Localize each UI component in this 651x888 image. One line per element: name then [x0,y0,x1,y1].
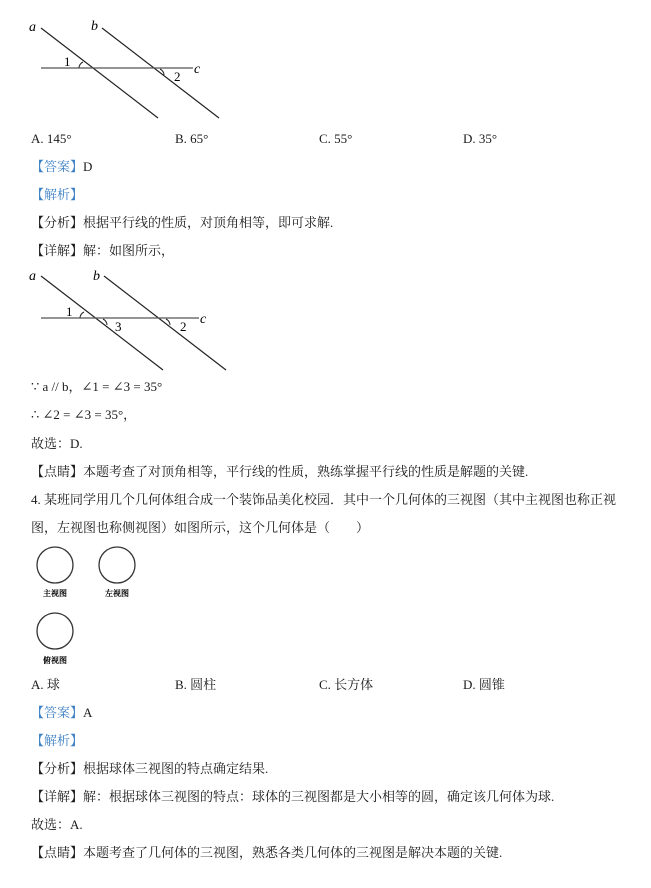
dianjing-line: 【点睛】本题考查了对顶角相等，平行线的性质，熟练掌握平行线的性质是解题的关键. [31,464,529,479]
label-a: a [29,269,36,284]
answer-line [31,159,92,175]
label-angle-1: 1 [66,304,73,319]
option-a: A. 145° [31,131,72,146]
answer-tag: 【答案】 [31,159,84,174]
label-a: a [29,20,36,35]
option-b: B. 65° [175,131,209,146]
answer-line [31,705,92,721]
option-b: B. 圆柱 [175,677,217,692]
q4-stem-line-2: 图，左视图也称侧视图）如图所示，这个几何体是（ ） [31,520,370,535]
choose-line: 故选：A. [31,817,83,832]
label-c: c [194,62,201,77]
label-angle-3: 3 [115,319,122,334]
label-angle-2: 2 [180,319,187,334]
left-view-circle [99,547,135,583]
analysis-heading: 【解析】 [31,187,84,202]
front-view-caption: 主视图 [43,589,67,598]
q4-stem-line-1: 4. 某班同学用几个几何体组合成一个装饰品美化校园．其中一个几何体的三视图（其中主视图也称正视 [31,492,617,507]
option-c: C. 55° [319,131,353,146]
answer-value: D [83,159,93,174]
three-views-figure [0,540,200,670]
top-view-circle [37,613,73,649]
label-angle-1: 1 [64,54,71,69]
left-view-caption: 左视图 [105,589,129,598]
option-a: A. 球 [31,677,60,692]
analysis-heading: 【解析】 [31,733,84,748]
top-view-caption: 俯视图 [43,656,67,665]
fenxi-line: 【分析】根据平行线的性质，对顶角相等，即可求解. [31,215,334,230]
choose-line: 故选：D. [31,436,83,451]
dianjing-line: 【点睛】本题考查了几何体的三视图，熟悉各类几何体的三视图是解决本题的关键. [31,845,503,860]
option-d: D. 圆锥 [463,677,505,692]
label-b: b [91,19,98,34]
step-2: ∴ ∠2 = ∠3 = 35°， [31,407,137,422]
label-c: c [200,312,207,327]
parallel-lines-figure-1 [0,0,330,130]
label-angle-2: 2 [174,69,181,84]
answer-value: A [83,705,93,720]
fenxi-line: 【分析】根据球体三视图的特点确定结果. [31,761,269,776]
parallel-lines-figure-2 [0,260,330,380]
option-c: C. 长方体 [319,677,374,692]
answer-tag: 【答案】 [31,705,84,720]
label-b: b [93,269,100,284]
step-1: ∵ a // b，∠1 = ∠3 = 35° [31,379,163,394]
xiangjie-line: 【详解】解：根据球体三视图的特点：球体的三视图都是大小相等的圆，确定该几何体为球. [31,789,555,804]
front-view-circle [37,547,73,583]
xiangjie-line: 【详解】解：如图所示， [31,243,175,258]
option-d: D. 35° [463,131,498,146]
